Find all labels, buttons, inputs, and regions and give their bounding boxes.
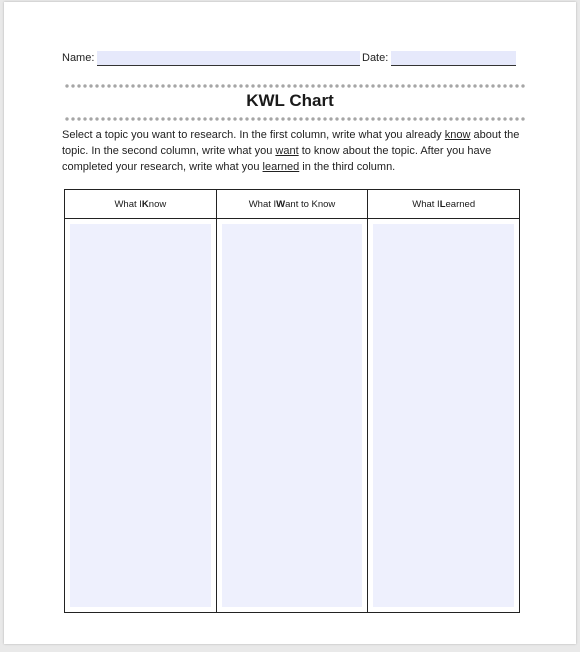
instructions-learned: learned (262, 161, 300, 173)
name-field (62, 49, 360, 67)
header-text: now (148, 198, 167, 210)
column-header-learned (368, 190, 519, 219)
column-want (217, 190, 369, 612)
instructions-know: know (444, 129, 471, 141)
instructions-want: want (275, 145, 299, 157)
header-text: earned (445, 198, 476, 210)
header-fields (62, 49, 518, 67)
header-letter: W (276, 198, 286, 210)
instructions-part-1: Select a topic you want to research. In the first column, write what you already (62, 129, 445, 141)
column-body-know (65, 219, 216, 612)
header-text: ant to Know (285, 198, 336, 210)
column-learned (368, 190, 519, 612)
name-label: Name: (62, 52, 95, 64)
instructions-part-3: to know about the topic. After you have completed your research, write what you (62, 145, 492, 173)
page-title: KWL Chart (246, 91, 334, 110)
date-input[interactable] (391, 51, 516, 66)
column-header-want (217, 190, 368, 219)
header-letter: K (141, 198, 149, 210)
header-text: What I (114, 198, 142, 210)
name-input[interactable] (97, 51, 360, 66)
column-body-want (217, 219, 368, 612)
learned-answer-area[interactable] (373, 224, 514, 607)
instructions-part-4: in the third column. (299, 161, 396, 173)
want-answer-area[interactable] (222, 224, 363, 607)
instructions-part-2: about the topic. In the second column, write what you (62, 129, 520, 157)
date-label: Date: (362, 52, 389, 64)
header-letter: L (439, 198, 446, 210)
worksheet-page (4, 2, 576, 644)
dotted-divider-bottom (64, 117, 526, 121)
dotted-divider-top (64, 84, 526, 88)
header-text: What I (412, 198, 440, 210)
column-body-learned (368, 219, 519, 612)
header-text: What I (248, 198, 277, 210)
know-answer-area[interactable] (70, 224, 211, 607)
instructions-text (62, 127, 522, 175)
kwl-table (64, 189, 520, 613)
date-field (362, 49, 516, 67)
column-know (65, 190, 217, 612)
column-header-know (65, 190, 216, 219)
